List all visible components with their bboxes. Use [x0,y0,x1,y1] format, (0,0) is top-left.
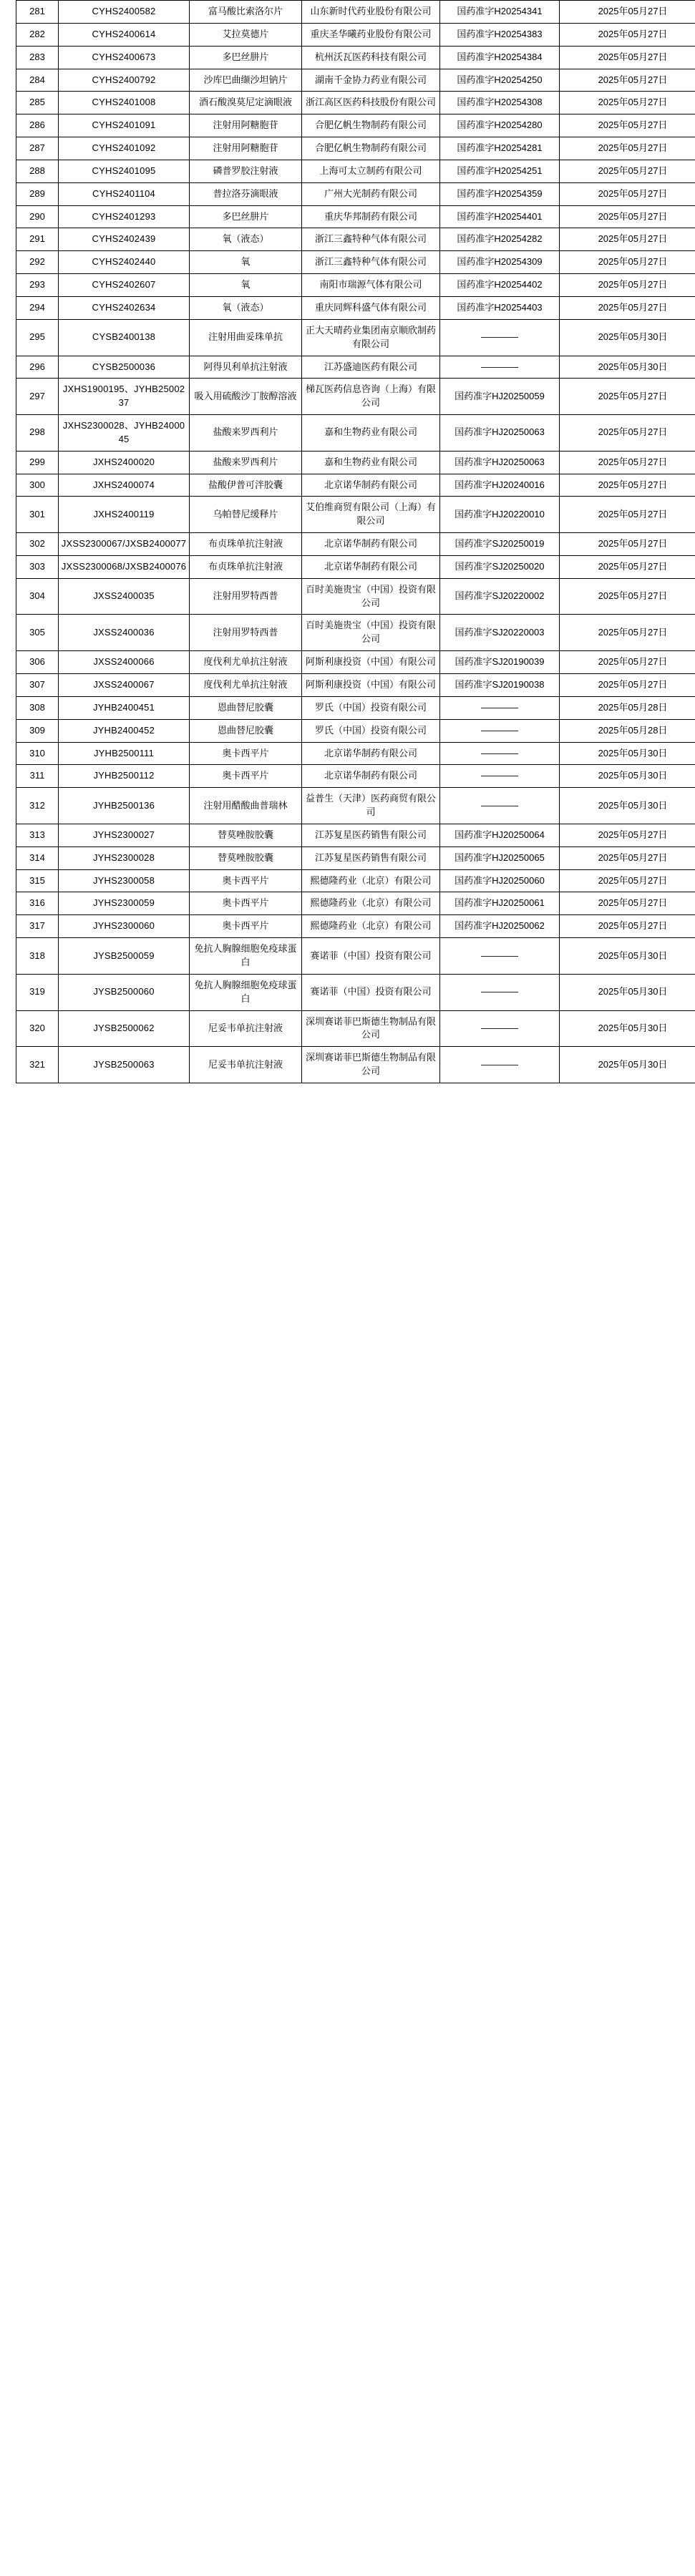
cell-approval-date: 2025年05月27日 [560,869,695,892]
table-row [16,869,695,892]
cell-approval-no: 国药准字H20254309 [440,251,560,274]
cell-approval-no: 国药准字H20254308 [440,92,560,114]
cell-company: 益普生（天津）医药商贸有限公司 [302,788,440,824]
cell-approval-no: 国药准字HJ20250062 [440,915,560,938]
cell-company: 上海可太立制药有限公司 [302,160,440,182]
cell-drug-name: 布贞珠单抗注射液 [190,533,302,556]
cell-index: 315 [16,869,59,892]
cell-accept-no: CYHS2401095 [59,160,190,182]
cell-accept-no: JYHS2300058 [59,869,190,892]
cell-index: 305 [16,615,59,651]
cell-drug-name: 多巴丝肼片 [190,46,302,69]
table-row [16,578,695,615]
cell-accept-no: JYHB2500112 [59,765,190,788]
cell-approval-no: ———— [440,788,560,824]
cell-index: 307 [16,674,59,697]
cell-accept-no: CYHS2401092 [59,137,190,160]
cell-approval-date: 2025年05月27日 [560,474,695,497]
cell-approval-date: 2025年05月30日 [560,765,695,788]
cell-drug-name: 奥卡西平片 [190,915,302,938]
cell-drug-name: 注射用醋酸曲普瑞林 [190,788,302,824]
cell-accept-no: JYHB2500136 [59,788,190,824]
cell-approval-date: 2025年05月27日 [560,451,695,474]
cell-company: 北京诺华制药有限公司 [302,533,440,556]
cell-approval-no: 国药准字SJ20220002 [440,578,560,615]
cell-approval-no: ———— [440,696,560,719]
cell-accept-no: CYHS2402634 [59,296,190,319]
cell-approval-no: ———— [440,974,560,1010]
cell-index: 299 [16,451,59,474]
cell-approval-date: 2025年05月27日 [560,205,695,228]
cell-index: 310 [16,742,59,765]
cell-index: 298 [16,415,59,452]
cell-drug-name: 磷普罗胶注射液 [190,160,302,182]
cell-company: 阿斯利康投资（中国）有限公司 [302,674,440,697]
cell-approval-no: 国药准字H20254251 [440,160,560,182]
table-row [16,651,695,674]
cell-company: 北京诺华制药有限公司 [302,474,440,497]
cell-drug-name: 尼妥韦单抗注射液 [190,1010,302,1047]
cell-approval-date: 2025年05月27日 [560,160,695,182]
cell-drug-name: 奥卡西平片 [190,892,302,915]
cell-index: 300 [16,474,59,497]
cell-drug-name: 富马酸比索洛尔片 [190,1,302,24]
cell-approval-date: 2025年05月27日 [560,497,695,533]
cell-approval-no: ———— [440,1010,560,1047]
cell-accept-no: CYHS2401008 [59,92,190,114]
cell-approval-date: 2025年05月30日 [560,938,695,975]
cell-accept-no: JYHS2300027 [59,824,190,847]
cell-accept-no: CYSB2400138 [59,319,190,356]
table-row [16,23,695,46]
cell-drug-name: 吸入用硫酸沙丁胺醇溶液 [190,379,302,415]
cell-drug-name: 酒石酸溴莫尼定滴眼液 [190,92,302,114]
cell-approval-date: 2025年05月27日 [560,46,695,69]
table-row [16,555,695,578]
cell-drug-name: 沙库巴曲缬沙坦钠片 [190,69,302,92]
table-row [16,938,695,975]
cell-index: 306 [16,651,59,674]
cell-index: 317 [16,915,59,938]
cell-approval-date: 2025年05月27日 [560,533,695,556]
cell-approval-date: 2025年05月30日 [560,742,695,765]
cell-accept-no: JYHS2300060 [59,915,190,938]
cell-approval-date: 2025年05月30日 [560,356,695,379]
cell-approval-no: 国药准字H20254280 [440,114,560,137]
cell-approval-no: ———— [440,356,560,379]
cell-accept-no: JXHS2400119 [59,497,190,533]
cell-drug-name: 布贞珠单抗注射液 [190,555,302,578]
cell-accept-no: JYHB2500111 [59,742,190,765]
table-row [16,474,695,497]
cell-accept-no: JYSB2500062 [59,1010,190,1047]
table-row [16,1047,695,1083]
cell-company: 赛诺菲（中国）投资有限公司 [302,974,440,1010]
cell-approval-no: 国药准字HJ20240016 [440,474,560,497]
cell-approval-no: 国药准字HJ20250064 [440,824,560,847]
cell-accept-no: CYHS2401091 [59,114,190,137]
table-row [16,356,695,379]
cell-drug-name: 恩曲替尼胶囊 [190,719,302,742]
cell-accept-no: JXSS2400035 [59,578,190,615]
cell-company: 熙德隆药业（北京）有限公司 [302,869,440,892]
table-row [16,415,695,452]
cell-drug-name: 盐酸来罗西利片 [190,451,302,474]
cell-approval-date: 2025年05月27日 [560,847,695,869]
cell-drug-name: 注射用罗特西普 [190,578,302,615]
table-row [16,228,695,251]
cell-drug-name: 注射用曲妥珠单抗 [190,319,302,356]
cell-company: 嘉和生物药业有限公司 [302,415,440,452]
cell-approval-no: 国药准字H20254384 [440,46,560,69]
cell-company: 江苏复星医药销售有限公司 [302,824,440,847]
cell-approval-date: 2025年05月28日 [560,696,695,719]
cell-approval-no: 国药准字HJ20250063 [440,415,560,452]
cell-index: 290 [16,205,59,228]
table-row [16,719,695,742]
cell-approval-date: 2025年05月27日 [560,296,695,319]
cell-drug-name: 盐酸来罗西利片 [190,415,302,452]
cell-approval-date: 2025年05月27日 [560,651,695,674]
table-row [16,915,695,938]
cell-company: 正大天晴药业集团南京顺欣制药有限公司 [302,319,440,356]
cell-company: 北京诺华制药有限公司 [302,765,440,788]
cell-approval-date: 2025年05月27日 [560,824,695,847]
table-row [16,533,695,556]
cell-drug-name: 奥卡西平片 [190,742,302,765]
table-row [16,92,695,114]
cell-drug-name: 注射用罗特西普 [190,615,302,651]
cell-index: 311 [16,765,59,788]
cell-index: 285 [16,92,59,114]
cell-approval-date: 2025年05月30日 [560,1047,695,1083]
cell-approval-no: ———— [440,765,560,788]
cell-index: 281 [16,1,59,24]
drug-approval-table [16,0,695,1083]
cell-approval-no: ———— [440,319,560,356]
cell-approval-no: ———— [440,742,560,765]
cell-accept-no: CYSB2500036 [59,356,190,379]
cell-drug-name: 注射用阿糖胞苷 [190,137,302,160]
cell-company: 广州大光制药有限公司 [302,182,440,205]
cell-approval-date: 2025年05月30日 [560,1010,695,1047]
cell-accept-no: CYHS2401293 [59,205,190,228]
cell-index: 291 [16,228,59,251]
cell-drug-name: 氧（液态） [190,228,302,251]
cell-drug-name: 免抗人胸腺细胞免疫球蛋白 [190,974,302,1010]
cell-company: 江苏盛迪医药有限公司 [302,356,440,379]
cell-approval-date: 2025年05月27日 [560,578,695,615]
cell-company: 熙德隆药业（北京）有限公司 [302,892,440,915]
cell-drug-name: 替莫唑胺胶囊 [190,824,302,847]
table-row [16,765,695,788]
table-row [16,46,695,69]
cell-index: 314 [16,847,59,869]
cell-company: 重庆同辉科盛气体有限公司 [302,296,440,319]
cell-approval-no: 国药准字H20254401 [440,205,560,228]
document-page [0,0,695,1083]
cell-accept-no: CYHS2400582 [59,1,190,24]
cell-index: 304 [16,578,59,615]
cell-accept-no: JXHS2400020 [59,451,190,474]
cell-accept-no: JYSB2500060 [59,974,190,1010]
cell-approval-no: 国药准字SJ20190038 [440,674,560,697]
cell-accept-no: JXSS2300067/JXSB2400077 [59,533,190,556]
cell-accept-no: JXSS2400067 [59,674,190,697]
cell-company: 合肥亿帆生物制药有限公司 [302,114,440,137]
cell-accept-no: JYHB2400451 [59,696,190,719]
table-row [16,137,695,160]
cell-drug-name: 注射用阿糖胞苷 [190,114,302,137]
cell-drug-name: 氧 [190,274,302,297]
cell-drug-name: 氧 [190,251,302,274]
cell-drug-name: 尼妥韦单抗注射液 [190,1047,302,1083]
cell-index: 297 [16,379,59,415]
cell-accept-no: JYHB2400452 [59,719,190,742]
cell-accept-no: JYHS2300028 [59,847,190,869]
cell-index: 286 [16,114,59,137]
table-row [16,251,695,274]
cell-company: 熙德隆药业（北京）有限公司 [302,915,440,938]
cell-index: 289 [16,182,59,205]
table-row [16,1,695,24]
cell-approval-date: 2025年05月27日 [560,137,695,160]
cell-index: 288 [16,160,59,182]
cell-company: 艾伯维商贸有限公司（上海）有限公司 [302,497,440,533]
cell-accept-no: CYHS2402439 [59,228,190,251]
cell-index: 296 [16,356,59,379]
cell-accept-no: JXSS2300068/JXSB2400076 [59,555,190,578]
cell-approval-date: 2025年05月27日 [560,23,695,46]
cell-accept-no: CYHS2402440 [59,251,190,274]
cell-company: 杭州沃瓦医药科技有限公司 [302,46,440,69]
cell-index: 292 [16,251,59,274]
table-row [16,974,695,1010]
cell-approval-date: 2025年05月27日 [560,228,695,251]
cell-index: 313 [16,824,59,847]
cell-company: 重庆圣华曦药业股份有限公司 [302,23,440,46]
cell-drug-name: 艾拉莫德片 [190,23,302,46]
cell-drug-name: 度伐利尤单抗注射液 [190,651,302,674]
cell-drug-name: 奥卡西平片 [190,869,302,892]
cell-accept-no: CYHS2402607 [59,274,190,297]
cell-accept-no: JXHS1900195、JYHB2500237 [59,379,190,415]
cell-index: 309 [16,719,59,742]
table-row [16,160,695,182]
cell-approval-no: 国药准字HJ20250061 [440,892,560,915]
cell-approval-no: ———— [440,1047,560,1083]
cell-approval-date: 2025年05月27日 [560,69,695,92]
cell-approval-no: 国药准字H20254359 [440,182,560,205]
cell-approval-date: 2025年05月27日 [560,555,695,578]
cell-approval-date: 2025年05月27日 [560,379,695,415]
cell-company: 罗氏（中国）投资有限公司 [302,696,440,719]
cell-approval-no: ———— [440,719,560,742]
cell-approval-date: 2025年05月27日 [560,415,695,452]
cell-approval-no: 国药准字HJ20250060 [440,869,560,892]
table-row [16,296,695,319]
cell-drug-name: 阿得贝利单抗注射液 [190,356,302,379]
cell-approval-date: 2025年05月27日 [560,251,695,274]
cell-accept-no: JYSB2500059 [59,938,190,975]
cell-approval-no: 国药准字H20254403 [440,296,560,319]
cell-company: 百时美施贵宝（中国）投资有限公司 [302,578,440,615]
cell-approval-no: 国药准字H20254402 [440,274,560,297]
table-row [16,892,695,915]
cell-accept-no: JXHS2300028、JYHB2400045 [59,415,190,452]
cell-company: 阿斯利康投资（中国）有限公司 [302,651,440,674]
cell-drug-name: 替莫唑胺胶囊 [190,847,302,869]
cell-approval-no: 国药准字HJ20250059 [440,379,560,415]
cell-index: 301 [16,497,59,533]
cell-approval-no: 国药准字H20254341 [440,1,560,24]
table-row [16,674,695,697]
cell-index: 287 [16,137,59,160]
cell-company: 浙江高区医药科技股份有限公司 [302,92,440,114]
table-row [16,824,695,847]
cell-approval-date: 2025年05月27日 [560,1,695,24]
cell-approval-date: 2025年05月27日 [560,615,695,651]
cell-accept-no: CYHS2400673 [59,46,190,69]
table-row [16,788,695,824]
table-row [16,114,695,137]
cell-approval-date: 2025年05月27日 [560,114,695,137]
cell-index: 308 [16,696,59,719]
table-row [16,205,695,228]
cell-index: 321 [16,1047,59,1083]
cell-company: 重庆华邦制药有限公司 [302,205,440,228]
cell-company: 北京诺华制药有限公司 [302,555,440,578]
cell-company: 南阳市瑞源气体有限公司 [302,274,440,297]
cell-approval-no: 国药准字H20254383 [440,23,560,46]
cell-drug-name: 乌帕替尼缓释片 [190,497,302,533]
table-body [16,1,695,1083]
cell-drug-name: 免抗人胸腺细胞免疫球蛋白 [190,938,302,975]
cell-drug-name: 多巴丝肼片 [190,205,302,228]
cell-company: 百时美施贵宝（中国）投资有限公司 [302,615,440,651]
table-row [16,1010,695,1047]
cell-index: 302 [16,533,59,556]
cell-company: 合肥亿帆生物制药有限公司 [302,137,440,160]
cell-company: 江苏复星医药销售有限公司 [302,847,440,869]
cell-drug-name: 恩曲替尼胶囊 [190,696,302,719]
cell-index: 295 [16,319,59,356]
cell-accept-no: JYHS2300059 [59,892,190,915]
cell-company: 浙江三鑫特种气体有限公司 [302,228,440,251]
table-row [16,182,695,205]
cell-approval-no: ———— [440,938,560,975]
table-row [16,847,695,869]
cell-approval-no: 国药准字SJ20190039 [440,651,560,674]
table-row [16,379,695,415]
cell-index: 312 [16,788,59,824]
cell-index: 282 [16,23,59,46]
cell-approval-date: 2025年05月27日 [560,182,695,205]
cell-company: 山东新时代药业股份有限公司 [302,1,440,24]
table-row [16,319,695,356]
cell-accept-no: CYHS2400614 [59,23,190,46]
cell-approval-date: 2025年05月27日 [560,274,695,297]
cell-approval-date: 2025年05月30日 [560,319,695,356]
cell-approval-date: 2025年05月30日 [560,974,695,1010]
cell-index: 318 [16,938,59,975]
table-row [16,69,695,92]
cell-accept-no: JYSB2500063 [59,1047,190,1083]
cell-index: 294 [16,296,59,319]
cell-approval-no: 国药准字SJ20250019 [440,533,560,556]
cell-approval-no: 国药准字SJ20250020 [440,555,560,578]
cell-approval-date: 2025年05月27日 [560,915,695,938]
cell-accept-no: CYHS2400792 [59,69,190,92]
cell-approval-no: 国药准字H20254282 [440,228,560,251]
cell-drug-name: 普拉洛芬滴眼液 [190,182,302,205]
cell-drug-name: 氧（液态） [190,296,302,319]
cell-approval-date: 2025年05月27日 [560,674,695,697]
cell-accept-no: JXHS2400074 [59,474,190,497]
cell-approval-date: 2025年05月28日 [560,719,695,742]
cell-approval-no: 国药准字H20254250 [440,69,560,92]
cell-approval-no: 国药准字H20254281 [440,137,560,160]
cell-index: 283 [16,46,59,69]
cell-company: 嘉和生物药业有限公司 [302,451,440,474]
cell-company: 浙江三鑫特种气体有限公司 [302,251,440,274]
cell-accept-no: JXSS2400036 [59,615,190,651]
cell-company: 梯瓦医药信息咨询（上海）有限公司 [302,379,440,415]
cell-company: 罗氏（中国）投资有限公司 [302,719,440,742]
cell-approval-date: 2025年05月30日 [560,788,695,824]
cell-drug-name: 度伐利尤单抗注射液 [190,674,302,697]
cell-approval-no: 国药准字HJ20250065 [440,847,560,869]
cell-index: 319 [16,974,59,1010]
cell-index: 320 [16,1010,59,1047]
cell-company: 深圳赛诺菲巴斯德生物制品有限公司 [302,1010,440,1047]
table-row [16,451,695,474]
cell-approval-no: 国药准字HJ20250063 [440,451,560,474]
table-row [16,696,695,719]
table-row [16,615,695,651]
cell-company: 赛诺菲（中国）投资有限公司 [302,938,440,975]
cell-approval-date: 2025年05月27日 [560,92,695,114]
cell-drug-name: 奥卡西平片 [190,765,302,788]
cell-index: 316 [16,892,59,915]
table-row [16,742,695,765]
table-row [16,274,695,297]
cell-approval-no: 国药准字SJ20220003 [440,615,560,651]
cell-index: 303 [16,555,59,578]
cell-approval-date: 2025年05月27日 [560,892,695,915]
cell-approval-no: 国药准字HJ20220010 [440,497,560,533]
cell-company: 北京诺华制药有限公司 [302,742,440,765]
cell-index: 284 [16,69,59,92]
table-row [16,497,695,533]
cell-accept-no: CYHS2401104 [59,182,190,205]
cell-company: 湖南千金协力药业有限公司 [302,69,440,92]
cell-accept-no: JXSS2400066 [59,651,190,674]
cell-company: 深圳赛诺菲巴斯德生物制品有限公司 [302,1047,440,1083]
cell-index: 293 [16,274,59,297]
cell-drug-name: 盐酸伊普可泮胶囊 [190,474,302,497]
